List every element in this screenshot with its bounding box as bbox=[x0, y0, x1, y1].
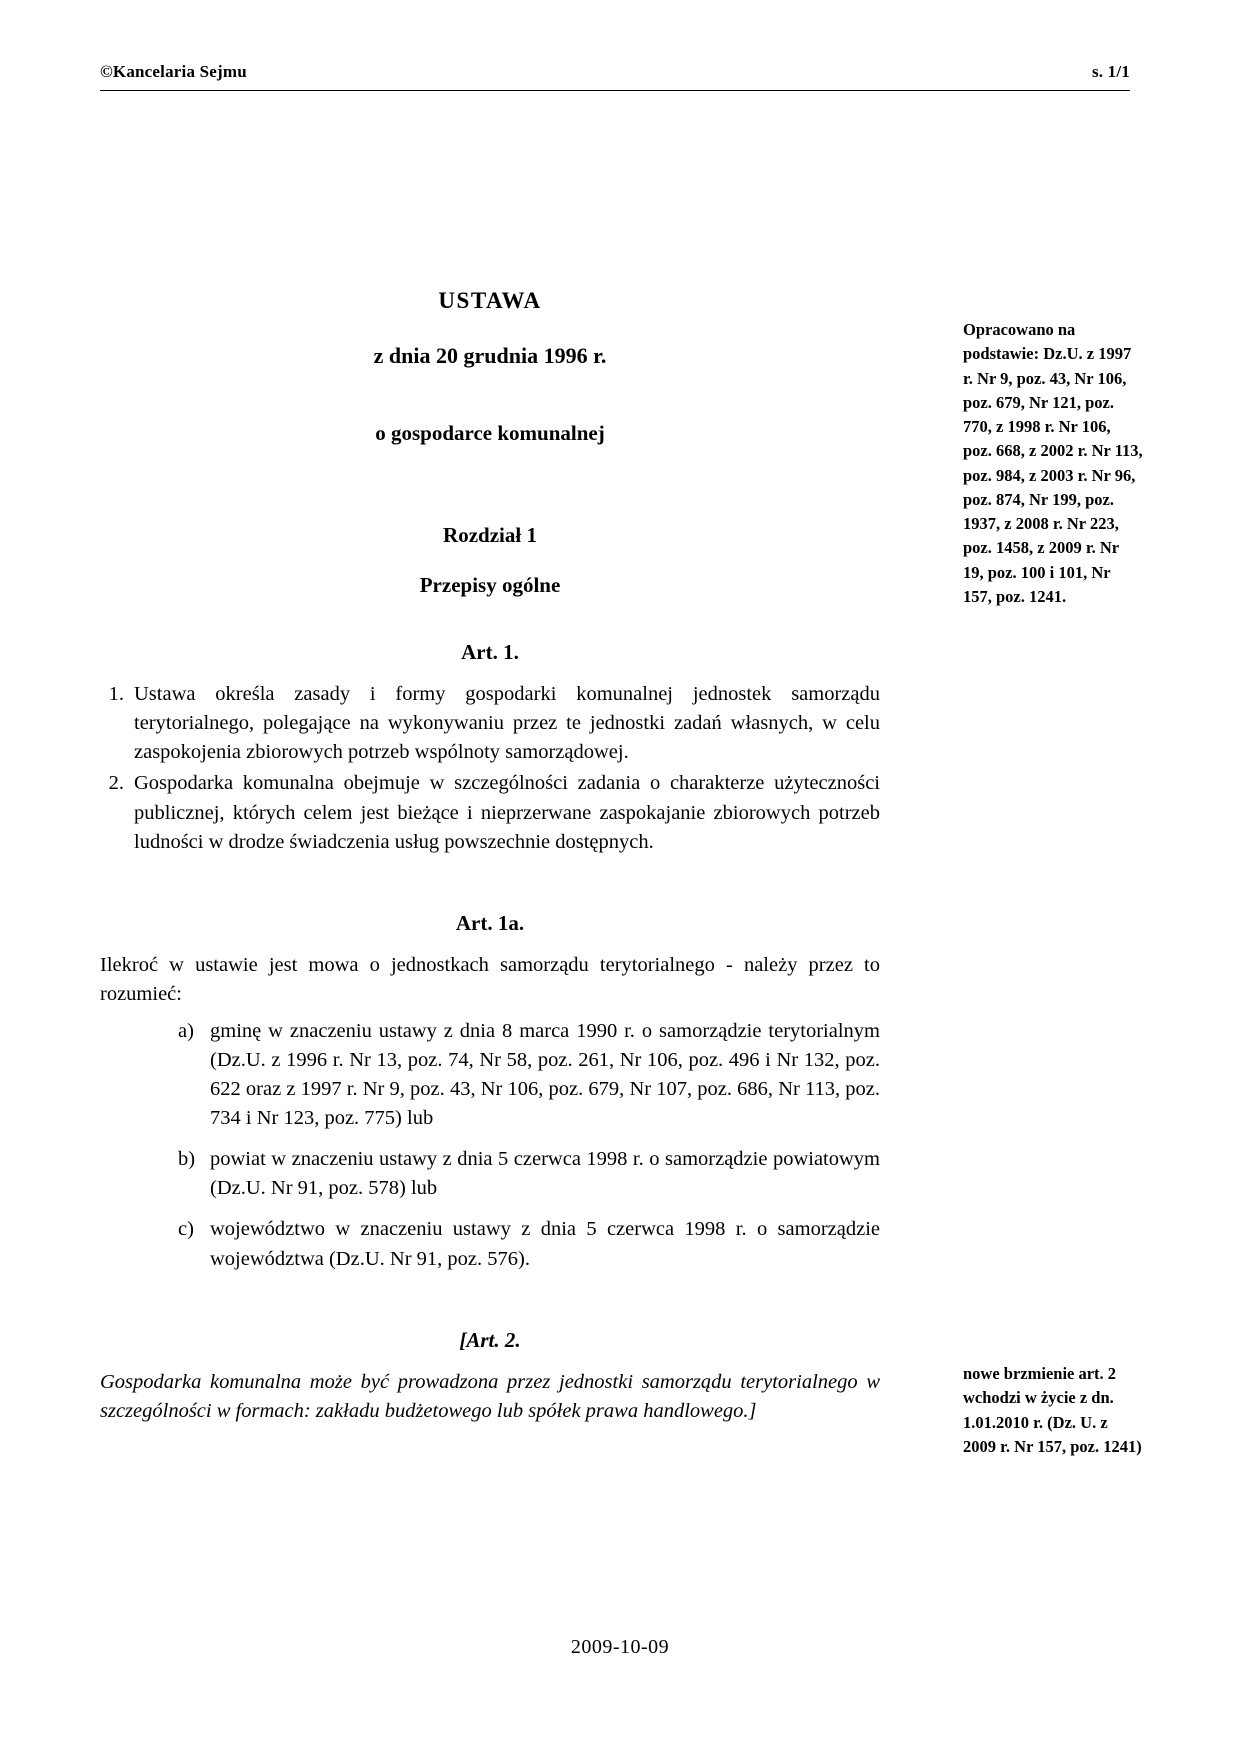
document-body bbox=[100, 285, 880, 1426]
list-item bbox=[178, 1145, 880, 1203]
list-item bbox=[178, 1017, 880, 1133]
article-1-paragraphs bbox=[100, 680, 880, 857]
paragraph-text: Ustawa określa zasady i formy gospodarki komunalnej jednostek samorządu terytorialnego, polegające na wykonywaniu przez te jednostki zadań własnych, w celu zaspokojenia zbiorowych potrzeb wspólnoty samorządowej. bbox=[134, 683, 880, 764]
margin-note-source: Opracowano na podstawie: Dz.U. z 1997 r. Nr 9, poz. 43, Nr 106, poz. 679, Nr 121, poz. 770, z 1998 r. Nr 106, poz. 668, z 2002 r. Nr 113, poz. 984, z 2003 r. Nr 96, poz. 874, Nr 199, poz. 1937, z 2008 r. Nr 223, poz. 1458, z 2009 r. Nr 19, poz. 100 i 101, Nr 157, poz. 1241. bbox=[963, 320, 1143, 606]
item-text: powiat w znaczeniu ustawy z dnia 5 czerwca 1998 r. o samorządzie powiatowym (Dz.U. Nr 91, poz. 578) lub bbox=[210, 1148, 880, 1200]
title-block bbox=[100, 285, 880, 600]
item-label: a) bbox=[178, 1019, 194, 1042]
header-publisher: ©Kancelaria Sejmu bbox=[100, 62, 247, 81]
article-1a-items bbox=[100, 1017, 880, 1274]
margin-note-amendment: nowe brzmienie art. 2 wchodzi w życie z dn. 1.01.2010 r. (Dz. U. z 2009 r. Nr 157, poz. 1241) bbox=[963, 1364, 1142, 1456]
list-item bbox=[100, 680, 880, 767]
article-2-heading: [Art. 2. bbox=[459, 1327, 521, 1352]
article-1-heading: Art. 1. bbox=[461, 640, 519, 665]
document-title: USTAWA bbox=[438, 288, 542, 313]
article-1a-intro: Ilekroć w ustawie jest mowa o jednostkach samorządu terytorialnego - należy przez to rozumieć: bbox=[100, 953, 880, 1005]
page-header bbox=[100, 62, 1130, 82]
article-2-text: Gospodarka komunalna może być prowadzona przez jednostki samorządu terytorialnego w szczególności w formach: zakładu budżetowego lub spółek prawa handlowego.] bbox=[100, 1370, 880, 1422]
footer-date: 2009-10-09 bbox=[570, 1636, 670, 1658]
header-divider bbox=[100, 90, 1130, 91]
item-text: gminę w znaczeniu ustawy z dnia 8 marca 1990 r. o samorządzie terytorialnym (Dz.U. z 1996 r. Nr 13, poz. 74, Nr 58, poz. 261, Nr 106, poz. 496 i Nr 132, poz. 622 oraz z 1997 r. Nr 9, poz. 43, Nr 106, poz. 679, Nr 107, poz. 686, Nr 113, poz. 734 i Nr 123, poz. 775) lub bbox=[210, 1019, 880, 1130]
item-label: c) bbox=[178, 1218, 194, 1241]
list-item bbox=[178, 1215, 880, 1273]
paragraph-number: 2. bbox=[108, 772, 124, 795]
item-label: b) bbox=[178, 1148, 196, 1171]
chapter-heading: Rozdział 1 bbox=[443, 522, 537, 547]
article-1a-heading: Art. 1a. bbox=[455, 910, 525, 935]
paragraph-number: 1. bbox=[108, 683, 124, 706]
document-subject: o gospodarce komunalnej bbox=[375, 420, 605, 445]
paragraph-text: Gospodarka komunalna obejmuje w szczególności zadania o charakterze użyteczności publicznej, których celem jest bieżące i nieprzerwane zaspokajanie zbiorowych potrzeb ludności w drodze świadczenia usług powszechnie dostępnych. bbox=[134, 772, 880, 853]
header-page-number: s. 1/1 bbox=[1091, 62, 1130, 81]
chapter-subtitle: Przepisy ogólne bbox=[419, 572, 561, 597]
document-date-line: z dnia 20 grudnia 1996 r. bbox=[373, 342, 607, 368]
item-text: województwo w znaczeniu ustawy z dnia 5 czerwca 1998 r. o samorządzie województwa (Dz.U. Nr 91, poz. 576). bbox=[210, 1218, 880, 1270]
list-item bbox=[100, 769, 880, 856]
